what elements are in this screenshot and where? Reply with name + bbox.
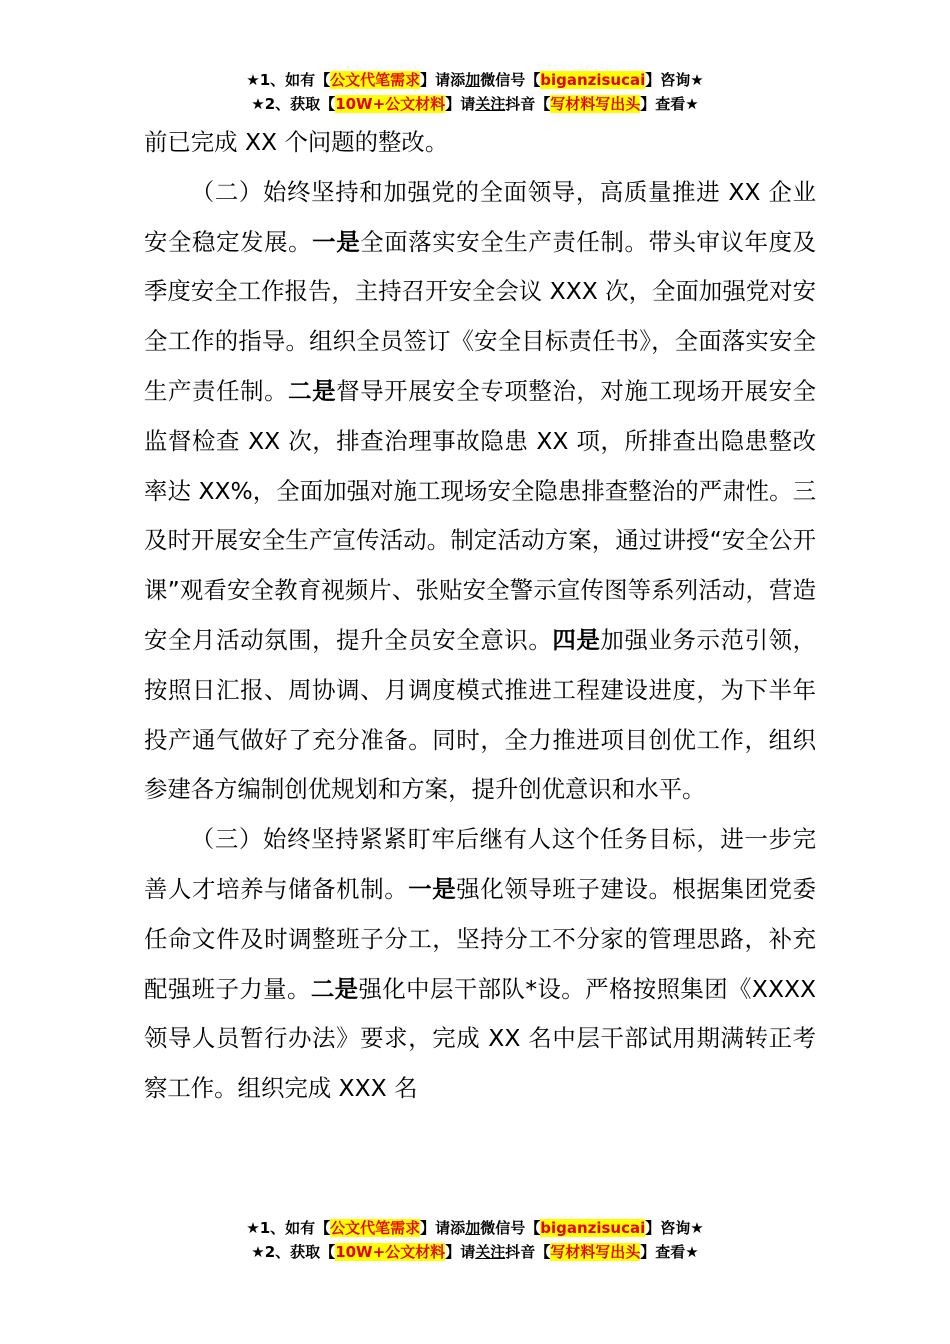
paragraph-section-3: （三）始终坚持紧紧盯牢后继有人这个任务目标，进一步完善人才培养与储备机制。一是强化领导班子建设。根据集团党委任命文件及时调整班子分工，坚持分工不分家的管理思路，补充配强班子力量。二是强化中层干部队*设。严格按照集团《XXXX 领导人员暂行办法》要求，完成 XX 名中层干部试用期满转正考察工作。组织完成 XXX 名 <box>144 825 817 1103</box>
highlight-text: 10W+公文材料 <box>335 1243 446 1261</box>
header-promo-banner <box>0 68 950 116</box>
highlight-text: biganzisucai <box>540 1219 646 1237</box>
paragraph-section-2: （二）始终坚持和加强党的全面领导，高质量推进 XX 企业安全稳定发展。一是全面落实安全生产责任制。带头审议年度及季度安全工作报告，主持召开安全会议 XXX 次，全面加强党对安全工作的指导。组织全员签订《安全目标责任书》，全面落实安全生产责任制。二是督导开展安全专项整治，对施工现场开展安全监督检查 XX 次，排查治理事故隐患 XX 项，所排查出隐患整改率达 XX%，全面加强对施工现场安全隐患排查整治的严肃性。三及时开展安全生产宣传活动。制定活动方案，通过讲授“安全公开课”观看安全教育视频片、张贴安全警示宣传图等系列活动，营造安全月活动氛围，提升全员安全意识。四是加强业务示范引领，按照日汇报、周协调、月调度模式推进工程建设进度，为下半年投产通气做好了充分准备。同时，全力推进项目创优工作，组织参建各方编制创优规划和方案，提升创优意识和水平。 <box>144 177 817 804</box>
promo-line-2: ★2、获取【10W+公文材料】请关注抖音【写材料写出头】查看★ <box>251 1243 699 1261</box>
promo-line-1: ★1、如有【公文代笔需求】请添加微信号【biganzisucai】咨询★ <box>246 1219 704 1237</box>
highlight-text: 10W+公文材料 <box>335 95 446 113</box>
highlight-text: biganzisucai <box>540 71 646 89</box>
promo-line-2: ★2、获取【10W+公文材料】请关注抖音【写材料写出头】查看★ <box>251 95 699 113</box>
promo-line-1: ★1、如有【公文代笔需求】请添加微信号【biganzisucai】咨询★ <box>246 71 704 89</box>
highlight-text: 写材料写出头 <box>550 1243 641 1261</box>
document-body <box>144 118 816 1114</box>
highlight-text: 写材料写出头 <box>550 95 641 113</box>
highlight-text: 公文代笔需求 <box>330 1219 421 1237</box>
highlight-text: 公文代笔需求 <box>330 71 421 89</box>
paragraph-continuation: 前已完成 XX 个问题的整改。 <box>144 128 449 156</box>
footer-promo-banner <box>0 1216 950 1264</box>
